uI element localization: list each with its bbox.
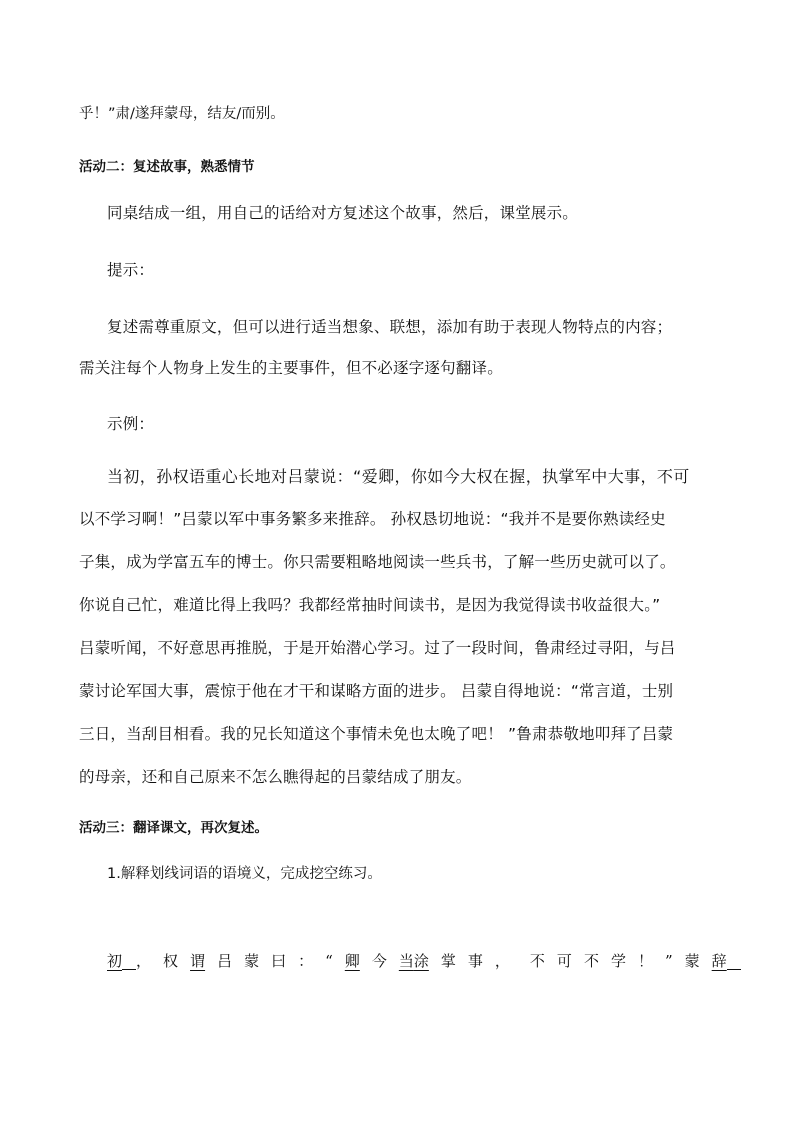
punctuation: ：	[298, 952, 314, 970]
underlined-word: 当	[398, 952, 414, 970]
punctuation: ！	[637, 952, 653, 970]
punctuation: ，	[136, 952, 152, 970]
word: 今	[371, 952, 387, 970]
tip-label: 提示：	[107, 261, 155, 279]
word: 学	[610, 952, 626, 970]
paragraph-line: 当初，孙权语重心长地对吕蒙说：“爱卿，你如今大权在握，执掌军中大事，不可	[107, 467, 690, 486]
paragraph-line: 的母亲，还和自己原来不怎么瞧得起的吕蒙结成了朋友。	[79, 768, 472, 786]
punctuation: ，	[494, 952, 510, 970]
paragraph-line: 需关注每个人物身上发生的主要事件，但不必逐字逐句翻译。	[79, 359, 503, 377]
word: 事	[467, 952, 483, 970]
word: 可	[556, 952, 572, 970]
word: 曰	[271, 952, 287, 970]
word: 不	[583, 952, 599, 970]
word: 吕	[217, 952, 233, 970]
answer-blank[interactable]	[727, 953, 741, 970]
paragraph-line: 三日，当刮目相看。我的兄长知道这个事情未免也太晚了吧！ ”鲁肃恭敬地叩拜了吕蒙	[79, 725, 674, 743]
underlined-word: 谓	[190, 952, 206, 970]
punctuation: ”	[664, 952, 673, 970]
underlined-word: 卿	[344, 952, 360, 970]
underlined-word: 初	[107, 952, 123, 970]
word: 蒙	[244, 952, 260, 970]
paragraph-line: 以不学习啊！”吕蒙以军中事务繁多来推辞。 孙权恳切地说：“我并不是要你熟读经史	[79, 510, 666, 528]
fill-blank-exercise	[107, 950, 727, 971]
section-heading: 活动二：复述故事，熟悉情节	[79, 159, 255, 175]
paragraph-line: 你说自己忙，难道比得上我吗？我都经常抽时间读书，是因为我觉得读书收益很大。”	[79, 596, 661, 614]
word: 不	[529, 952, 545, 970]
word: 权	[163, 952, 179, 970]
punctuation: “	[325, 952, 333, 970]
paragraph-line: 复述需尊重原文，但可以进行适当想象、联想，添加有助于表现人物特点的内容；	[107, 318, 673, 336]
paragraph-line: 蒙讨论军国大事，震惊于他在才干和谋略方面的进步。 吕蒙自得地说：“常言道，士别	[79, 682, 674, 700]
answer-blank[interactable]	[122, 953, 136, 970]
word: 掌	[440, 952, 456, 970]
underlined-word: 涂	[413, 952, 429, 970]
text-line: 乎！”肃/遂拜蒙母，结友/而别。	[79, 106, 285, 122]
paragraph-line: 吕蒙听闻，不好意思再推脱，于是开始潜心学习。过了一段时间，鲁肃经过寻阳，与吕	[79, 639, 676, 657]
section-heading: 活动三：翻译课文，再次复述。	[79, 820, 268, 836]
paragraph: 同桌结成一组，用自己的话给对方复述这个故事，然后，课堂展示。	[107, 204, 579, 222]
underlined-word: 辞	[711, 952, 727, 970]
example-label: 示例：	[107, 415, 155, 433]
question-line: 1.解释划线词语的语境义，完成挖空练习。	[107, 866, 382, 882]
paragraph-line: 子集，成为学富五车的博士。你只需要粗略地阅读一些兵书，了解一些历史就可以了。	[79, 553, 676, 571]
word: 蒙	[684, 952, 700, 970]
